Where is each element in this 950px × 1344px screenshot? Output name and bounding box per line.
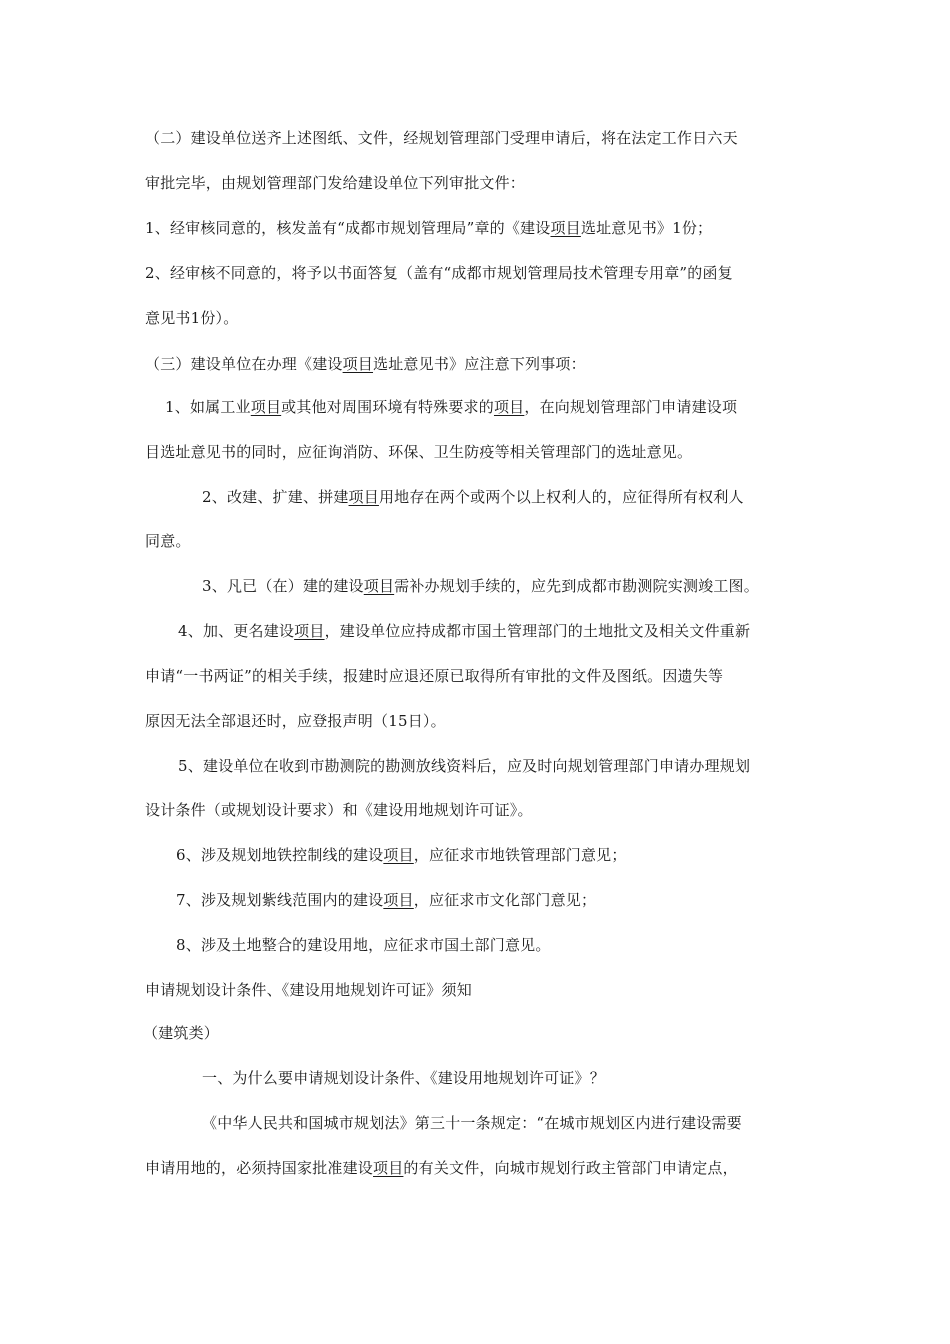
underlined-term: 项目 [342,355,374,373]
paragraph-line: 1、经审核同意的，核发盖有“成都市规划管理局”章的《建设项目选址意见书》1份； [145,219,713,237]
paragraph-line: 申请用地的，必须持国家批准建设项目的有关文件，向城市规划行政主管部门申请定点， [145,1159,738,1177]
paragraph-line: 4、加、更名建设项目，建设单位应持成都市国土管理部门的土地批文及相关文件重新 [178,622,751,640]
paragraph-line: 1、如属工业项目或其他对周围环境有特殊要求的项目，在向规划管理部门申请建设项 [165,398,738,416]
paragraph-line: 原因无法全部退还时，应登报声明（15日）。 [145,712,446,730]
paragraph-line: 5、建设单位在收到市勘测院的勘测放线资料后，应及时向规划管理部门申请办理规划 [178,757,751,775]
paragraph-line: 同意。 [145,532,191,550]
paragraph-line: 2、经审核不同意的，将予以书面答复（盖有“成都市规划管理局技术管理专用章”的函复 [145,264,733,282]
underlined-term: 项目 [348,488,379,506]
underlined-term: 项目 [294,622,325,640]
paragraph-line: 8、涉及土地整合的建设用地，应征求市国土部门意见。 [176,936,551,954]
paragraph-line: （二）建设单位送齐上述图纸、文件，经规划管理部门受理申请后，将在法定工作日六天 [145,129,738,147]
section-subtitle: （建筑类） [143,1024,220,1042]
paragraph-line: 7、涉及规划紫线范围内的建设项目，应征求市文化部门意见； [176,891,597,909]
paragraph-line: 6、涉及规划地铁控制线的建设项目，应征求市地铁管理部门意见； [176,846,627,864]
paragraph-line: 《中华人民共和国城市规划法》第三十一条规定：“在城市规划区内进行建设需要 [202,1114,742,1132]
paragraph-line: 设计条件（或规划设计要求）和《建设用地规划许可证》。 [145,801,533,819]
underlined-term: 项目 [373,1159,404,1177]
section-heading: （三）建设单位在办理《建设项目选址意见书》应注意下列事项： [145,355,586,373]
paragraph-line: 意见书1份）。 [145,309,239,327]
paragraph-line: 目选址意见书的同时，应征询消防、环保、卫生防疫等相关管理部门的选址意见。 [145,443,693,461]
paragraph-line: 审批完毕，由规划管理部门发给建设单位下列审批文件： [145,174,526,192]
section-title: 申请规划设计条件、《建设用地规划许可证》须知 [145,981,472,999]
underlined-term: 项目 [383,846,414,864]
underlined-term: 项目 [363,577,395,595]
underlined-term: 项目 [550,219,581,237]
paragraph-line: 申请“一书两证”的相关手续，报建时应退还原已取得所有审批的文件及图纸。因遗失等 [145,667,724,685]
underlined-term: 项目 [383,891,414,909]
paragraph-line: 2、改建、扩建、拼建项目用地存在两个或两个以上权利人的，应征得所有权利人 [202,488,744,506]
underlined-term: 项目 [493,398,525,416]
question-heading: 一、为什么要申请规划设计条件、《建设用地规划许可证》？ [202,1069,605,1087]
underlined-term: 项目 [250,398,282,416]
paragraph-line: 3、凡已（在）建的建设项目需补办规划手续的，应先到成都市勘测院实测竣工图。 [202,577,759,595]
